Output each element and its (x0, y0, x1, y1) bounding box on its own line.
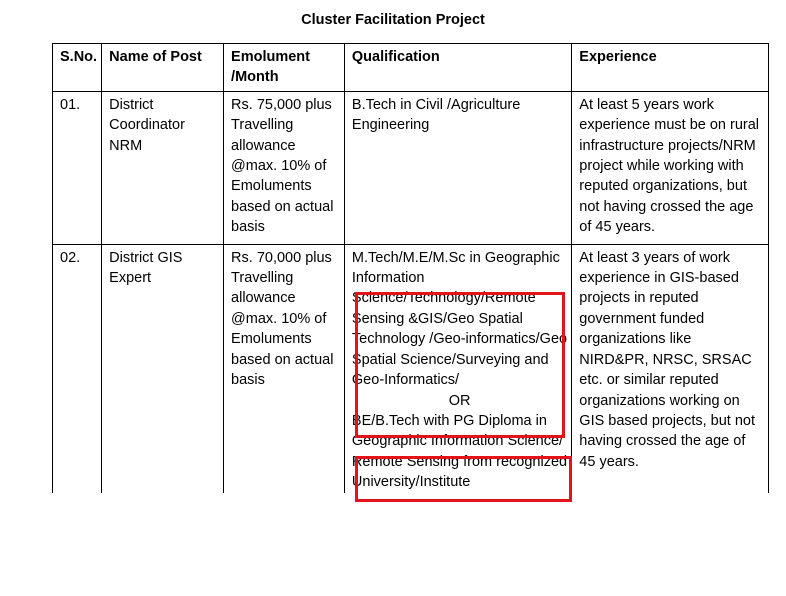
recruitment-table (52, 43, 769, 493)
cell-sno: 02. (53, 244, 102, 492)
table-header-row (53, 44, 769, 92)
cell-experience: At least 3 years of work experience in GIS-based projects in reputed government funded organizations like NIRD&PR, NRSC, SRSAC etc. or similar reputed organizations working on GIS based projects, but not having crossed the age of 45 years. (572, 244, 769, 492)
header-sno: S.No. (53, 44, 102, 92)
table-row (53, 91, 769, 244)
cell-qualification: B.Tech in Civil /Agriculture Engineering (344, 91, 571, 244)
qualification-option-1: M.Tech/M.E/M.Sc in Geographic Information Science/Technology/Remote Sensing &GIS/Geo Spatial Technology /Geo-informatics/Geo Spatial Science/Surveying and Geo-Informatics/ (351, 249, 568, 389)
header-qualification: Qualification (344, 44, 571, 92)
header-post: Name of Post (102, 44, 224, 92)
qualification-option-2: BE/B.Tech with PG Diploma in Geographic Information Science/ Remote Sensing from recognized University/Institute (351, 412, 568, 491)
cell-qualification (344, 244, 571, 492)
qualification-or-separator: OR (448, 392, 471, 409)
cell-emolument: Rs. 75,000 plus Travelling allowance @max. 10% of Emoluments based on actual basis (224, 91, 345, 244)
cell-post: District GIS Expert (102, 244, 224, 492)
table-row (53, 244, 769, 492)
cell-experience: At least 5 years work experience must be on rural infrastructure projects/NRM project while working with reputed organizations, but not having crossed the age of 45 years. (572, 91, 769, 244)
cell-sno: 01. (53, 91, 102, 244)
header-experience: Experience (572, 44, 769, 92)
header-emolument: Emolument /Month (224, 44, 345, 92)
cell-emolument: Rs. 70,000 plus Travelling allowance @max. 10% of Emoluments based on actual basis (224, 244, 345, 492)
cell-post: District Coordinator NRM (102, 91, 224, 244)
document-title: Cluster Facilitation Project (301, 12, 485, 28)
